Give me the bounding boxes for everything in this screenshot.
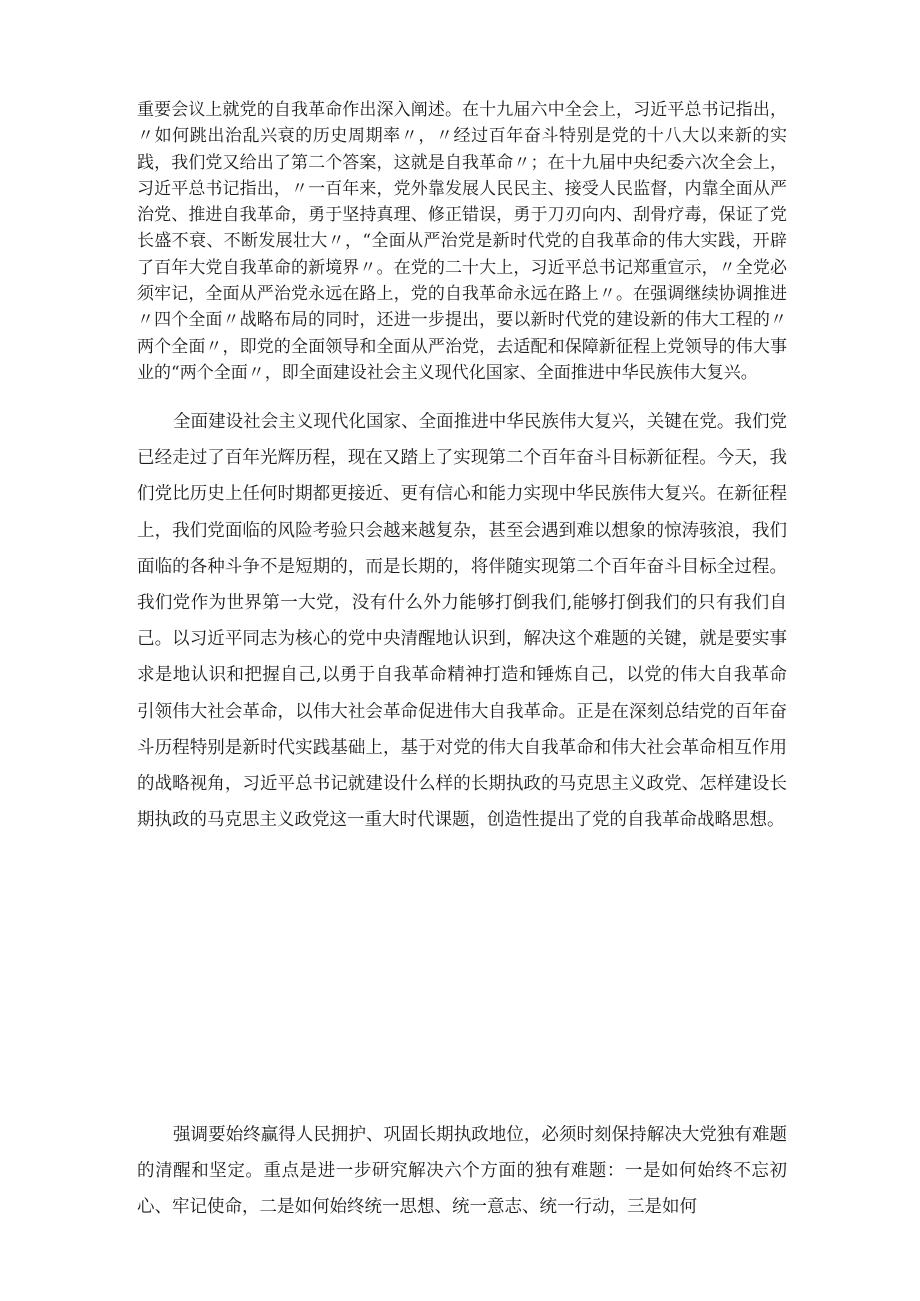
paragraph-self-revolution-statements: 重要会议上就党的自我革命作出深入阐述。在十九届六中全会上，习近平总书记指出，〃如何跳出治乱兴衰的历史周期率〃，〃经过百年奋斗特别是党的十八大以来新的实践，我们党又给出了第二个答案，这就是自我革命〃；在十九届中央纪委六次全会上，习近平总书记指出，〃一百年来，党外靠发展人民民主、接受人民监督，内靠全面从严治党、推进自我革命，勇于坚持真理、修正错误，勇于刀刃向内、刮骨疗毒，保证了党长盛不衰、不断发展壮大〃，“全面从严治党是新时代党的自我革命的伟大实践，开辟了百年大党自我革命的新境界〃。在党的二十大上，习近平总书记郑重宣示，〃全党必须牢记，全面从严治党永远在路上，党的自我革命永远在路上〃。在强调继续协调推进〃四个全面〃战略布局的同时，还进一步提出，要以新时代党的建设新的伟大工程的〃两个全面〃，即党的全面领导和全面从严治党，去适配和保障新征程上党领导的伟大事业的“两个全面〃，即全面建设社会主义现代化国家、全面推进中华民族伟大复兴。 [137, 100, 787, 383]
paragraph-unique-problems: 强调要始终赢得人民拥护、巩固长期执政地位，必须时刻保持解决大党独有难题的清醒和坚定。重点是进一步研究解决六个方面的独有难题：一是如何始终不忘初心、牢记使命，二是如何始终统一思想、统一意志、统一行动，三是如何 [137, 1125, 787, 1218]
paragraph-key-lies-in-party: 全面建设社会主义现代化国家、全面推进中华民族伟大复兴，关键在党。我们党已经走过了百年光辉历程，现在又踏上了实现第二个百年奋斗目标新征程。今天，我们党比历史上任何时期都更接近、更有信心和能力实现中华民族伟大复兴。在新征程上，我们党面临的风险考验只会越来越复杂，甚至会遇到难以想象的惊涛骇浪，我们面临的各种斗争不是短期的，而是长期的，将伴随实现第二个百年奋斗目标全过程。我们党作为世界第一大党，没有什么外力能够打倒我们,能够打倒我们的只有我们自己。以习近平同志为核心的党中央清醒地认识到，解决这个难题的关键，就是要实事求是地认识和把握自己,以勇于自我革命精神打造和锤炼自己，以党的伟大自我革命引领伟大社会革命，以伟大社会革命促进伟大自我革命。正是在深刻总结党的百年奋斗历程特别是新时代实践基础上，基于对党的伟大自我革命和伟大社会革命相互作用的战略视角，习近平总书记就建设什么样的长期执政的马克思主义政党、怎样建设长期执政的马克思主义政党这一重大时代课题，创造性提出了党的自我革命战略思想。 [137, 412, 787, 831]
